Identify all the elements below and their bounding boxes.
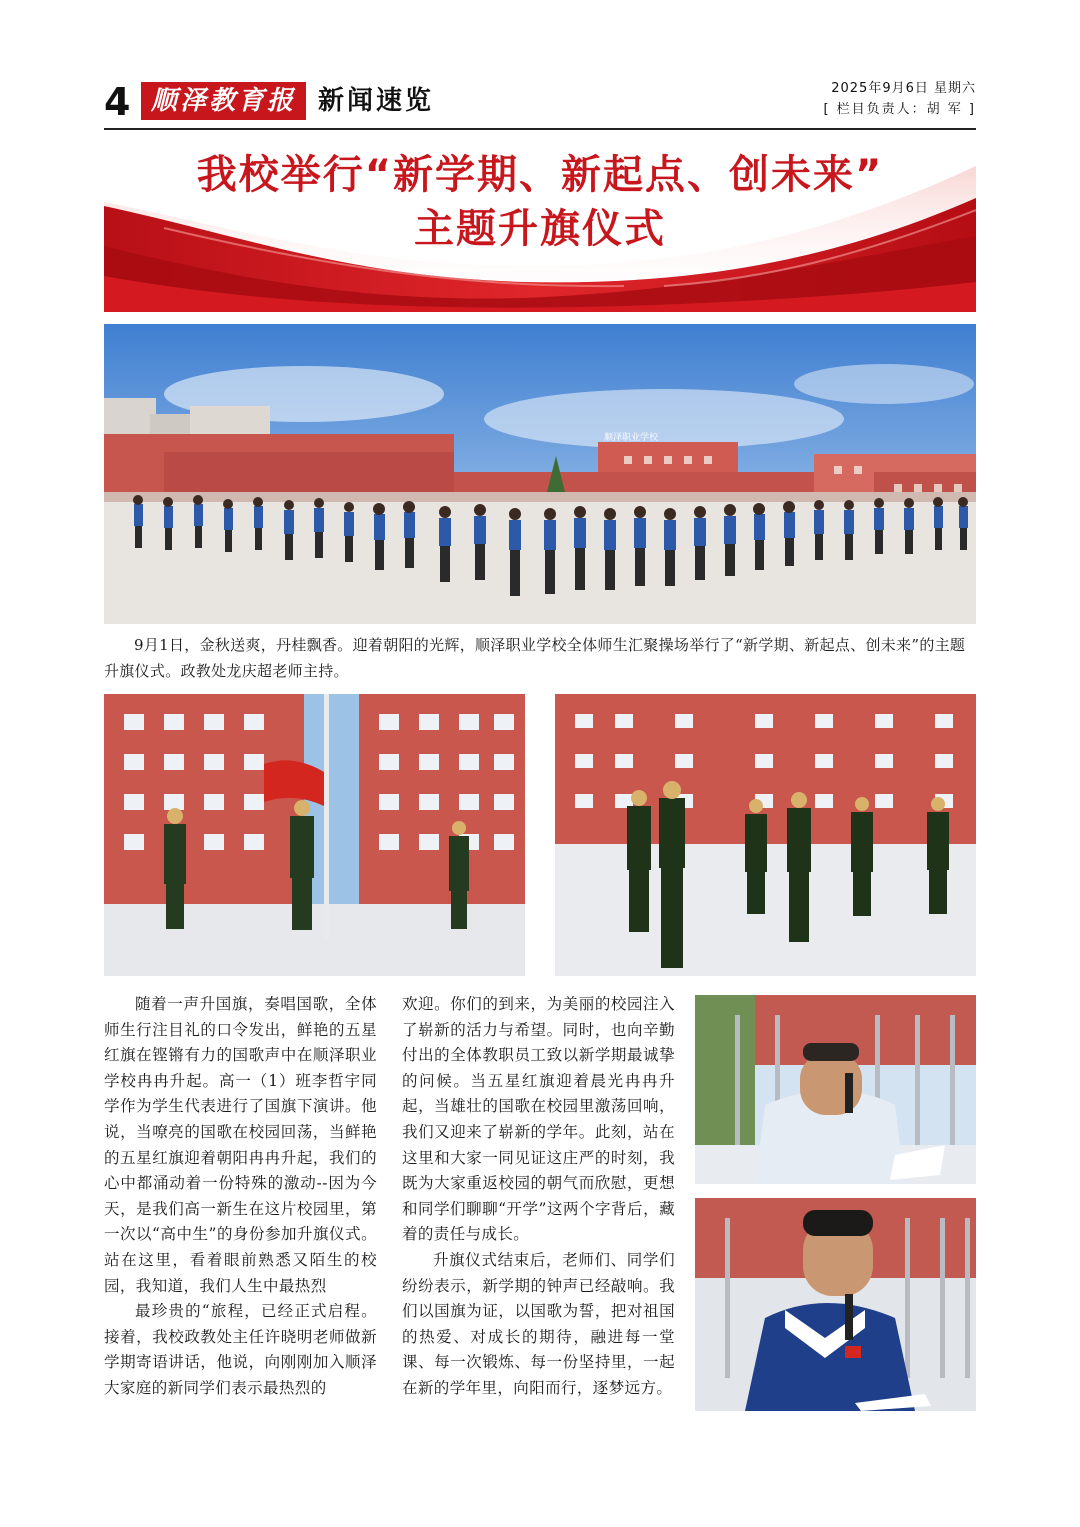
headline-line-2: 主题升旗仪式 (414, 206, 666, 252)
issue-date: 2025年9月6日 星期六 (831, 81, 976, 96)
teacher-speech-photo (695, 995, 976, 1184)
article-paragraph: 随着一声升国旗，奏唱国歌，全体师生行注目礼的口令发出，鲜艳的五星红旗在铿锵有力的国歌声中在顺泽职业学校冉冉升起。高一（1）班李哲宇同学作为学生代表进行了国旗下演讲。他说，当嘹亮的国歌在校园回荡，当鲜艳的五星红旗迎着朝阳冉冉升起，我们的心中都涌动着一份特殊的激动--因为今天，是我们高一新生在这片校园里，第一次以“高中生”的身份参加升旗仪式。站在这里，看着眼前熟悉又陌生的校园，我知道，我们人生中最热烈 (104, 995, 377, 1295)
student-speech-photo (695, 1198, 976, 1411)
honor-guard-photo (555, 694, 976, 976)
article-paragraph: 欢迎。你们的到来，为美丽的校园注入了崭新的活力与希望。同时，也向辛勤付出的全体教职员工致以新学期最诚挚的问候。当五星红旗迎着晨光冉冉升起，当雄壮的国歌在校园里激荡回响，我们又迎来了崭新的学年。此刻，站在这里和大家一同见证这庄严的时刻，我既为大家重返校园的朝气而欣慰，更想和同学们聊聊“开学”这两个字背后，藏着的责任与成长。 (402, 995, 675, 1244)
photo-caption: 9月1日，金秋送爽，丹桂飘香。迎着朝阳的光辉，顺泽职业学校全体师生汇聚操场举行了“新学期、新起点、创未来”的主题升旗仪式。政教处龙庆超老师主持。 (104, 636, 966, 680)
article-paragraph: 升旗仪式结束后，老师们、同学们纷纷表示，新学期的钟声已经敲响。我们以国旗为证，以国歌为誓，把对祖国的热爱、对成长的期待，融进每一堂课、每一次锻炼、每一份坚持里，一起在新的学年里，向阳而行，逐梦远方。 (402, 1250, 675, 1397)
page-number: 4 (104, 80, 131, 124)
flag-raising-photo (104, 694, 525, 976)
header-rule (104, 128, 976, 130)
column-editor: [ 栏目负责人：胡 军 ] (823, 102, 976, 117)
headline-banner (104, 136, 976, 312)
article-column-1 (104, 992, 377, 1402)
article-paragraph: 最珍贵的“旅程，已经正式启程。接着，我校政教处主任许晓明老师做新学期寄语讲话，他说，向刚刚加入顺泽大家庭的新同学们表示最热烈的 (104, 1302, 377, 1397)
newspaper-masthead: 顺泽教育报 (141, 82, 306, 120)
article-column-2 (402, 992, 675, 1402)
assembly-photo (104, 324, 976, 624)
school-sign: 顺泽职业学校 (604, 433, 659, 443)
section-title: 新闻速览 (318, 86, 435, 116)
headline-line-1: 我校举行“新学期、新起点、创未来” (196, 152, 884, 198)
